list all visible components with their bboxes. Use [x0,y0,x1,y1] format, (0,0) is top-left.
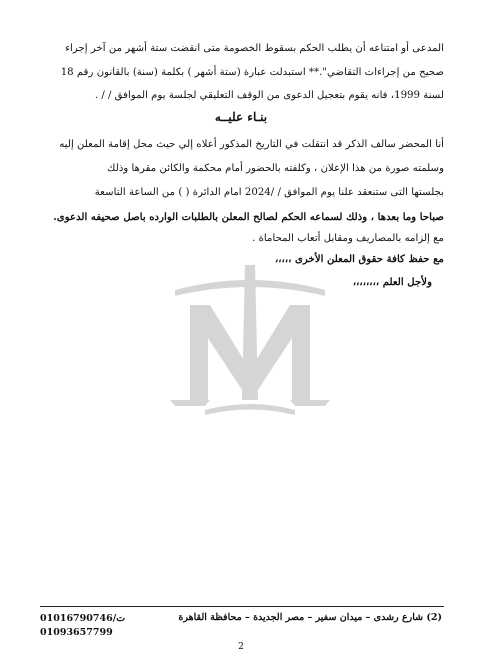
body-line-3: بجلستها التى ستنعقد علنا يوم الموافق / /2024 امام الدائرة ( ) من الساعة التاسعة [94,187,444,198]
watermark-logo [150,250,350,430]
footer-phone-2: 01093657799 [40,627,113,638]
body-line-5: مع إلزامه بالمصاريف ومقابل أتعاب المحاماة . [252,233,444,244]
footer-address: (2) شارع رشدى – ميدان سفير – مصر الجديدة – محافظة القاهرة [178,612,442,623]
paragraph-line-1: المدعى أو امتناعه أن يطلب الحكم بسقوط الخصومة متى انقضت ستة أشهر من آخر إجراء [65,43,444,54]
body-line-1: أنا المحضر سالف الذكر قد انتقلت في التاريخ المذكور أعلاه إلي حيث محل إقامة المعلن إليه [59,139,444,150]
closing-rights: مع حفظ كافة حقوق المعلن الأخرى ،،،،، [274,253,444,265]
footer-phones [40,612,125,640]
paragraph-line-3: لسنة 1999، فانه يقوم بتعجيل الدعوى من الوقف التعليقي لجلسة يوم الموافق / / . [94,90,444,101]
body-line-4: صباحا وما بعدها ، وذلك لسماعه الحكم لصالح المعلن بالطلبات الوارده باصل صحيفه الدعوى. [53,211,444,223]
section-heading: بنـاء عليــه [214,110,268,124]
body-line-2: وسلمته صورة من هذا الإعلان ، وكلفته بالحضور أمام محكمة والكائن مقرها وذلك [107,163,444,174]
footer-phone-1: ت/01016790746 [40,613,126,624]
footer-divider [40,606,444,607]
paragraph-line-2: صحيح من إجراءات التقاضي".** استبدلت عبارة (ستة أشهر ) بكلمة (سنة) بالقانون رقم 18 [60,67,444,78]
closing-notice: ولأجل العلم ،،،،،،،، [352,276,432,288]
page-number: 2 [238,642,244,652]
